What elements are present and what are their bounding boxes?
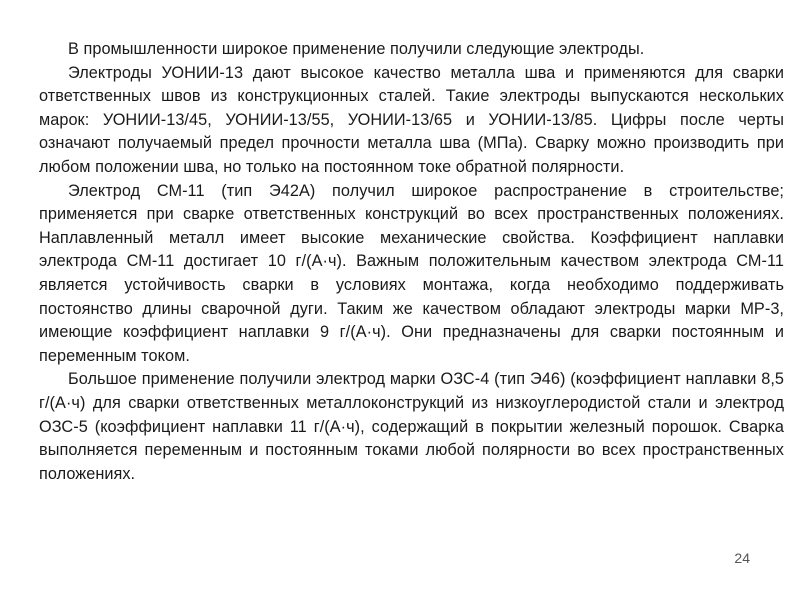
- paragraph-uonii: Электроды УОНИИ-13 дают высокое качество металла шва и применяются для сварки ответственных швов из конструкционных сталей. Такие электроды выпускаются нескольких марок: УОНИИ-13/45, УОНИИ-13/55, УОНИИ-13/65 и УОНИИ-13/85. Цифры после черты означают получаемый предел прочности металла шва (МПа). Сварку можно производить при любом положении шва, но только на постоянном токе обратной полярности.: [39, 63, 784, 176]
- paragraph-intro: В промышленности широкое применение получили следующие электроды.: [68, 40, 645, 58]
- page-number: 24: [734, 550, 750, 566]
- paragraph-sm11: Электрод СМ-11 (тип Э42А) получил широкое распространение в строительстве; применяется при сварке ответственных конструкций во всех пространственных положениях. Наплавленный металл имеет высокие механические свойства. Коэффициент наплавки электрода СМ-11 достигает 10 г/(А·ч). Важным положительным качеством электрода СМ-11 является устойчивость сварки в условиях монтажа, когда необходимо поддерживать постоянство длины сварочной дуги. Таким же качеством обладают электроды марки МР-3, имеющие коэффициент наплавки 9 г/(А·ч). Они предназначены для сварки постоянным и переменным током.: [39, 181, 784, 365]
- paragraph-ozs: Большое применение получили электрод марки ОЗС-4 (тип Э46) (коэффициент наплавки 8,5 г/(А·ч) для сварки ответственных металлоконструкций из низкоуглеродистой стали и электрод ОЗС-5 (коэффициент наплавки 11 г/(А·ч), содержащий в покрытии железный порошок. Сварка выполняется переменным и постоянным токами любой полярности во всех пространственных положениях.: [39, 370, 784, 483]
- document-body: [39, 38, 784, 486]
